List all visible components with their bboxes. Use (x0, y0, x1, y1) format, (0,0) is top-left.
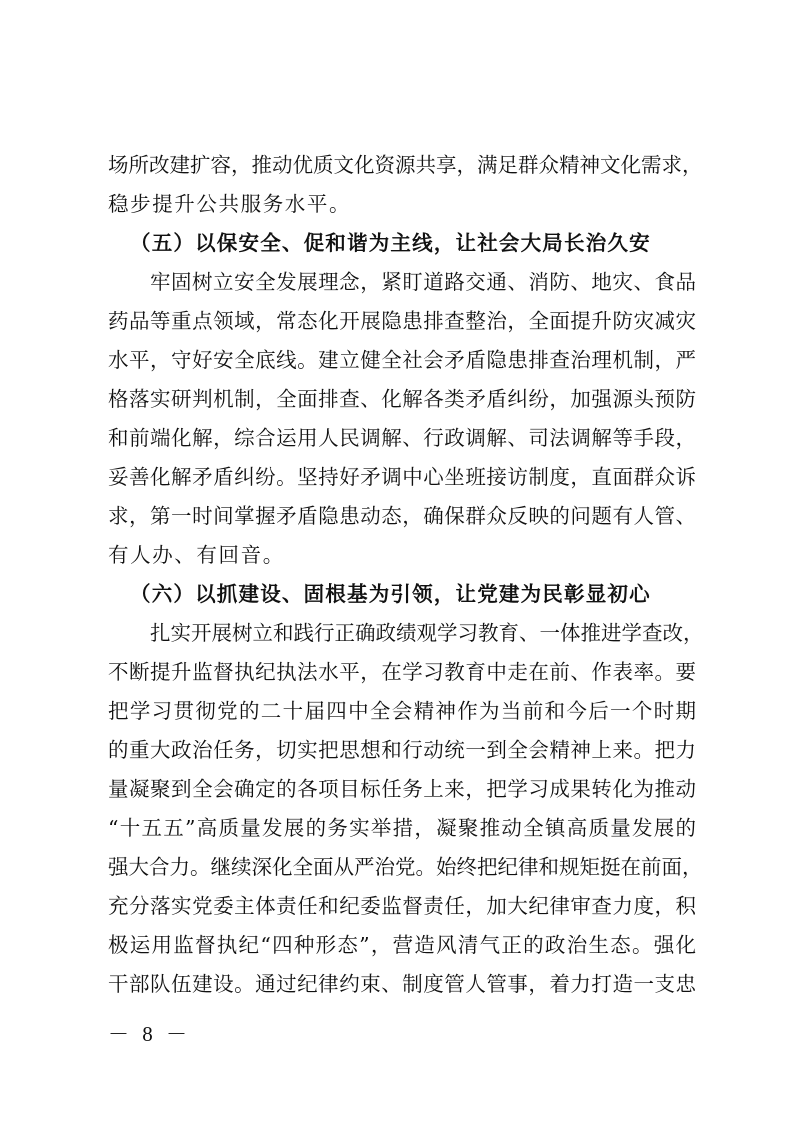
body-line: 不断提升监督执纪执法水平，在学习教育中走在前、作表率。要 (108, 660, 696, 684)
page-number: － 8 － (108, 1022, 191, 1046)
body-line: 求，第一时间掌握矛盾隐患动态，确保群众反映的问题有人管、 (108, 504, 696, 528)
body-line: 有人办、有回音。 (108, 543, 285, 567)
body-line: 干部队伍建设。通过纪律约束、制度管人管事，着力打造一支忠 (108, 972, 696, 996)
body-line: 强大合力。继续深化全面从严治党。始终把纪律和规矩挺在前面， (108, 855, 703, 879)
body-line: 极运用监督执纪“四种形态”，营造风清气正的政治生态。强化 (108, 933, 696, 957)
paragraph-start-line: 牢固树立安全发展理念，紧盯道路交通、消防、地灾、食品 (150, 270, 696, 294)
body-line: 稳步提升公共服务水平。 (108, 192, 352, 216)
section-heading-6: （六）以抓建设、固根基为引领，让党建为民彰显初心 (130, 582, 651, 606)
body-line: 格落实研判机制，全面排查、化解各类矛盾纠纷，加强源头预防 (108, 387, 696, 411)
paragraph-start-line: 扎实开展树立和践行正确政绩观学习教育、一体推进学查改， (150, 621, 704, 645)
body-line: 场所改建扩容，推动优质文化资源共享，满足群众精神文化需求， (108, 153, 703, 177)
body-line: 药品等重点领域，常态化开展隐患排查整治，全面提升防灾减灾 (108, 309, 696, 333)
body-line: 水平，守好安全底线。建立健全社会矛盾隐患排查治理机制，严 (108, 348, 696, 372)
body-line: 量凝聚到全会确定的各项目标任务上来，把学习成果转化为推动 (108, 777, 696, 801)
body-line: 充分落实党委主体责任和纪委监督责任，加大纪律审查力度，积 (108, 894, 696, 918)
body-line: “十五五”高质量发展的务实举措，凝聚推动全镇高质量发展的 (108, 816, 696, 840)
section-heading-5: （五）以保安全、促和谐为主线，让社会大局长治久安 (130, 231, 651, 255)
document-page (108, 146, 704, 1004)
body-line: 的重大政治任务，切实把思想和行动统一到全会精神上来。把力 (108, 738, 696, 762)
body-line: 把学习贯彻党的二十届四中全会精神作为当前和今后一个时期 (108, 699, 696, 723)
body-line: 和前端化解，综合运用人民调解、行政调解、司法调解等手段， (108, 426, 696, 450)
body-line: 妥善化解矛盾纠纷。坚持好矛调中心坐班接访制度，直面群众诉 (108, 465, 696, 489)
